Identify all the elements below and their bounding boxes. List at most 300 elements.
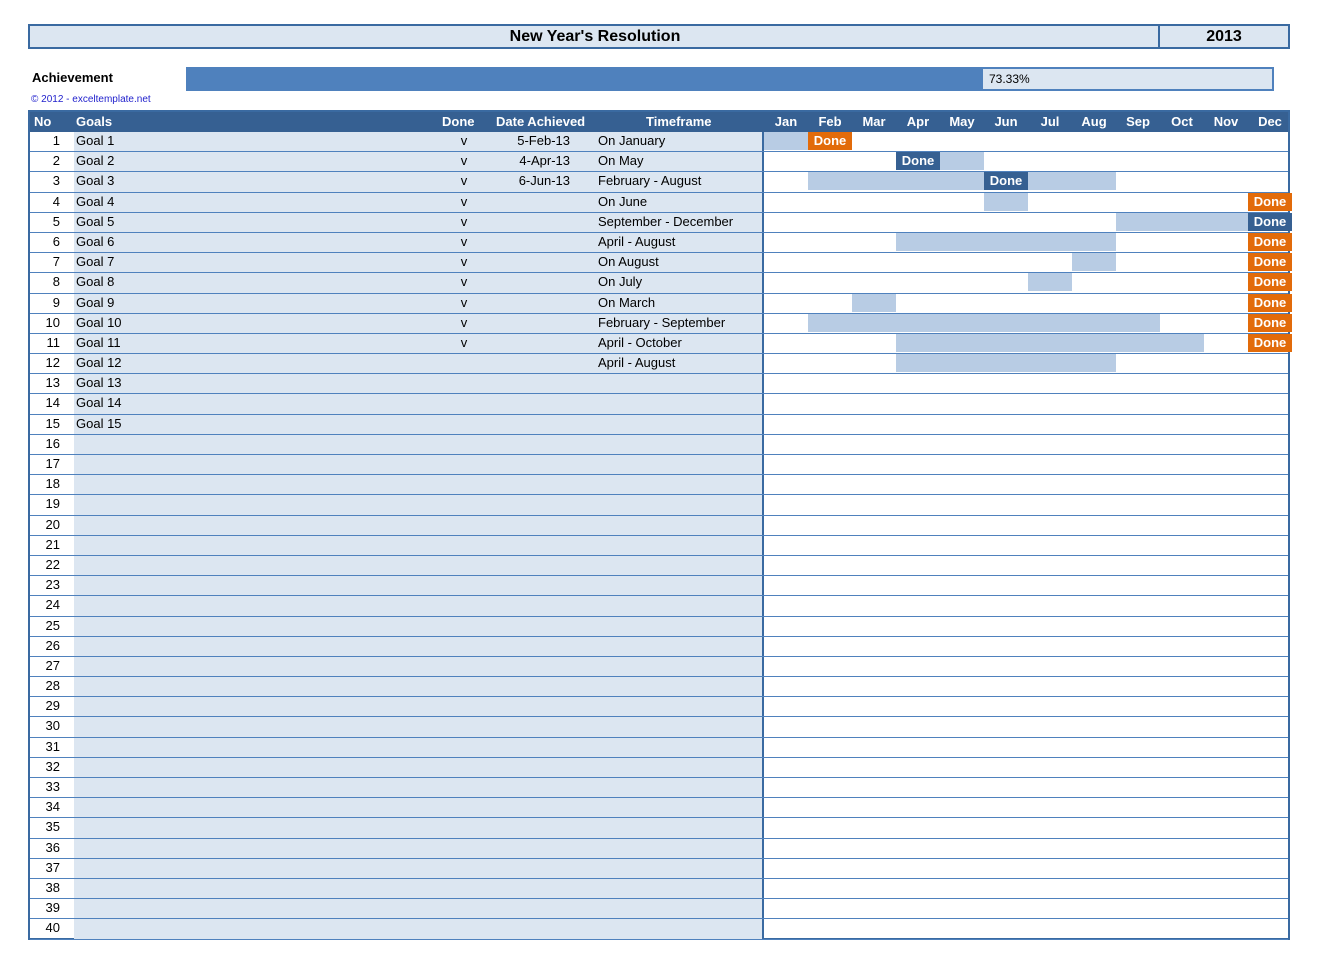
row-number: 40: [45, 920, 60, 936]
done-cell[interactable]: [450, 617, 478, 635]
row-background: [74, 294, 764, 313]
table-row: [30, 596, 1288, 616]
row-background: [74, 415, 764, 434]
achievement-label: Achievement: [32, 70, 113, 85]
timeframe-span-cell: [1072, 233, 1116, 251]
table-row: [30, 193, 1288, 213]
row-background: [74, 899, 764, 918]
header-no: No: [34, 114, 52, 129]
goal-cell[interactable]: Goal 5: [76, 213, 115, 229]
done-cell[interactable]: [450, 516, 478, 534]
column-divider: [762, 516, 764, 535]
row-number: 5: [52, 213, 60, 229]
table-row: [30, 273, 1288, 293]
done-cell[interactable]: [450, 818, 478, 836]
row-background: [74, 193, 764, 212]
column-divider: [762, 596, 764, 615]
row-number: 34: [45, 799, 60, 815]
table-row: [30, 132, 1288, 152]
goal-cell[interactable]: Goal 12: [76, 355, 122, 371]
row-background: [74, 576, 764, 595]
column-divider: [762, 495, 764, 514]
goal-cell[interactable]: Goal 6: [76, 233, 115, 249]
row-background: [74, 697, 764, 716]
row-number: 23: [45, 577, 60, 593]
column-divider: [762, 152, 764, 171]
row-background: [74, 919, 764, 938]
row-background: [74, 495, 764, 514]
row-background: [74, 556, 764, 575]
row-background: [74, 657, 764, 676]
timeframe-span-cell: [1072, 334, 1116, 352]
done-cell[interactable]: [450, 455, 478, 473]
date-achieved-cell[interactable]: [500, 677, 570, 695]
timeframe-span-cell: [1028, 233, 1072, 251]
goal-cell[interactable]: Goal 13: [76, 375, 122, 391]
column-divider: [762, 919, 764, 938]
date-achieved-cell[interactable]: [500, 919, 570, 937]
done-cell[interactable]: [450, 394, 478, 412]
row-number: 37: [45, 859, 60, 875]
timeframe-span-cell: [896, 354, 940, 372]
timeframe-span-cell: [1204, 213, 1248, 231]
row-number: 6: [52, 233, 60, 249]
column-divider: [762, 475, 764, 494]
table-row: [30, 253, 1288, 273]
table-row: [30, 778, 1288, 798]
row-background: [74, 818, 764, 837]
date-achieved-cell[interactable]: 6-Jun-13: [518, 173, 570, 189]
done-cell[interactable]: [450, 919, 478, 937]
header-timeframe: Timeframe: [646, 114, 712, 129]
header-month-jun: Jun: [994, 114, 1018, 129]
timeframe-span-cell: [1028, 314, 1072, 332]
row-background: [74, 536, 764, 555]
column-divider: [762, 677, 764, 696]
done-cell[interactable]: [450, 637, 478, 655]
goal-cell[interactable]: Goal 1: [76, 133, 115, 148]
header-done: Done: [442, 114, 475, 129]
column-divider: [762, 233, 764, 252]
done-marker: Done: [1248, 213, 1292, 231]
column-divider: [762, 314, 764, 333]
header-month-nov: Nov: [1213, 114, 1239, 129]
timeframe-span-cell: [1160, 334, 1204, 352]
timeframe-span-cell: [940, 233, 984, 251]
table-row: [30, 657, 1288, 677]
date-achieved-cell[interactable]: [500, 778, 570, 796]
date-achieved-cell[interactable]: [500, 818, 570, 836]
row-number: 15: [45, 415, 60, 431]
table-row: [30, 637, 1288, 657]
row-number: 27: [45, 657, 60, 673]
header-month-mar: Mar: [862, 114, 886, 129]
done-cell[interactable]: v: [460, 133, 468, 148]
goals-grid: [28, 110, 1290, 940]
done-cell[interactable]: v: [460, 334, 468, 350]
timeframe-span-cell: [1028, 354, 1072, 372]
row-background: [74, 859, 764, 878]
row-number: 17: [45, 456, 60, 471]
row-number: 14: [45, 395, 60, 411]
done-cell[interactable]: [450, 374, 478, 392]
timeframe-span-cell: [1072, 314, 1116, 332]
done-cell[interactable]: [450, 839, 478, 857]
date-achieved-cell[interactable]: [500, 374, 570, 392]
column-divider: [762, 879, 764, 898]
column-divider: [762, 859, 764, 878]
timeframe-span-cell: [896, 314, 940, 332]
date-achieved-cell[interactable]: [500, 314, 570, 332]
timeframe-span-cell: [896, 172, 940, 190]
date-achieved-cell[interactable]: [500, 758, 570, 776]
header-month-aug: Aug: [1081, 114, 1107, 129]
timeframe-span-cell: [984, 193, 1028, 211]
row-background: [74, 798, 764, 817]
done-cell[interactable]: v: [460, 314, 468, 330]
done-cell[interactable]: [450, 435, 478, 453]
row-background: [74, 738, 764, 757]
timeframe-span-cell: [808, 314, 852, 332]
date-achieved-cell[interactable]: [500, 435, 570, 453]
timeframe-span-cell: [1028, 334, 1072, 352]
timeframe-span-cell: [808, 172, 852, 190]
header-goals: Goals: [76, 114, 113, 129]
done-cell[interactable]: [450, 415, 478, 433]
column-divider: [762, 839, 764, 858]
timeframe-span-cell: [1028, 172, 1072, 190]
table-row: [30, 516, 1288, 536]
row-background: [74, 677, 764, 696]
done-cell[interactable]: [450, 495, 478, 513]
goal-cell[interactable]: Goal 7: [76, 254, 115, 270]
date-achieved-cell[interactable]: [500, 859, 570, 877]
done-marker: Done: [984, 172, 1028, 190]
done-cell[interactable]: [450, 596, 478, 614]
header-month-oct: Oct: [1171, 114, 1193, 129]
date-achieved-cell[interactable]: [500, 717, 570, 735]
done-cell[interactable]: [450, 738, 478, 756]
timeframe-span-cell: [1116, 334, 1160, 352]
row-background: [74, 637, 764, 656]
timeframe-cell[interactable]: On June: [598, 193, 648, 209]
row-number: 31: [45, 738, 60, 754]
column-divider: [762, 617, 764, 636]
done-cell[interactable]: [450, 778, 478, 796]
timeframe-span-cell: [852, 172, 896, 190]
table-row: [30, 415, 1288, 435]
column-divider: [762, 717, 764, 736]
table-row: [30, 617, 1288, 637]
date-achieved-cell[interactable]: [500, 596, 570, 614]
date-achieved-cell[interactable]: [500, 879, 570, 897]
row-number: 10: [45, 314, 60, 330]
date-achieved-cell[interactable]: [500, 415, 570, 433]
copyright-link[interactable]: © 2012 - exceltemplate.net: [31, 94, 151, 105]
row-number: 20: [45, 516, 60, 532]
header-month-may: May: [949, 114, 975, 129]
grid-header: [30, 112, 1288, 132]
row-number: 35: [45, 819, 60, 835]
timeframe-cell[interactable]: On January: [598, 133, 666, 148]
done-cell[interactable]: [450, 354, 478, 372]
timeframe-cell[interactable]: On March: [598, 294, 656, 310]
row-number: 19: [45, 496, 60, 512]
column-divider: [762, 899, 764, 918]
table-row: [30, 495, 1288, 515]
column-divider: [762, 778, 764, 797]
row-number: 2: [52, 153, 60, 169]
date-achieved-cell[interactable]: [500, 839, 570, 857]
timeframe-span-cell: [1072, 253, 1116, 271]
timeframe-cell[interactable]: April - August: [598, 355, 676, 371]
timeframe-cell[interactable]: On May: [598, 153, 644, 169]
column-divider: [762, 536, 764, 555]
date-achieved-cell[interactable]: [500, 213, 570, 231]
date-achieved-cell[interactable]: [500, 233, 570, 251]
column-divider: [762, 172, 764, 191]
date-achieved-cell[interactable]: [500, 657, 570, 675]
table-row: [30, 556, 1288, 576]
row-number: 21: [45, 536, 60, 552]
timeframe-span-cell: [1116, 314, 1160, 332]
table-row: [30, 172, 1288, 192]
goal-cell[interactable]: Goal 9: [76, 294, 115, 310]
row-background: [74, 394, 764, 413]
date-achieved-cell[interactable]: 4-Apr-13: [519, 153, 570, 169]
table-row: [30, 738, 1288, 758]
done-cell[interactable]: [450, 576, 478, 594]
table-row: [30, 798, 1288, 818]
done-cell[interactable]: v: [460, 233, 468, 249]
timeframe-cell[interactable]: April - August: [598, 233, 676, 249]
date-achieved-cell[interactable]: [500, 516, 570, 534]
goal-cell[interactable]: Goal 10: [76, 314, 122, 330]
table-row: [30, 576, 1288, 596]
date-achieved-cell[interactable]: [500, 899, 570, 917]
column-divider: [762, 697, 764, 716]
achievement-bar-fill: [188, 69, 983, 89]
goal-cell[interactable]: Goal 3: [76, 173, 115, 189]
goal-cell[interactable]: Goal 11: [76, 334, 121, 350]
table-row: [30, 334, 1288, 354]
timeframe-span-cell: [940, 172, 984, 190]
table-row: [30, 839, 1288, 859]
goal-cell[interactable]: Goal 15: [76, 415, 122, 431]
timeframe-span-cell: [940, 152, 984, 170]
timeframe-span-cell: [940, 334, 984, 352]
goal-cell[interactable]: Goal 2: [76, 153, 115, 169]
done-marker: Done: [896, 152, 940, 170]
date-achieved-cell[interactable]: [500, 394, 570, 412]
done-cell[interactable]: v: [460, 173, 468, 189]
date-achieved-cell[interactable]: [500, 738, 570, 756]
row-number: 36: [45, 839, 60, 855]
column-divider: [762, 253, 764, 272]
column-divider: [762, 758, 764, 777]
header-month-feb: Feb: [818, 114, 842, 129]
done-marker: Done: [1248, 314, 1292, 332]
done-cell[interactable]: [450, 677, 478, 695]
table-row: [30, 213, 1288, 233]
table-row: [30, 677, 1288, 697]
timeframe-cell[interactable]: April - October: [598, 334, 682, 350]
timeframe-span-cell: [1072, 172, 1116, 190]
column-divider: [762, 213, 764, 232]
done-marker: Done: [1248, 273, 1292, 291]
timeframe-cell[interactable]: February - August: [598, 173, 702, 189]
row-number: 1: [52, 133, 60, 148]
table-row: [30, 879, 1288, 899]
column-divider: [762, 334, 764, 353]
goal-cell[interactable]: Goal 14: [76, 395, 122, 411]
timeframe-span-cell: [984, 314, 1028, 332]
done-cell[interactable]: [450, 657, 478, 675]
date-achieved-cell[interactable]: [500, 637, 570, 655]
row-background: [74, 879, 764, 898]
date-achieved-cell[interactable]: [500, 273, 570, 291]
row-background: [74, 253, 764, 272]
header-date-achieved: Date Achieved: [496, 114, 586, 129]
column-divider: [762, 738, 764, 757]
table-row: [30, 717, 1288, 737]
table-row: [30, 475, 1288, 495]
row-background: [74, 839, 764, 858]
done-marker: Done: [1248, 233, 1292, 251]
timeframe-span-cell: [940, 314, 984, 332]
row-number: 16: [45, 435, 60, 451]
done-cell[interactable]: [450, 879, 478, 897]
done-cell[interactable]: v: [460, 153, 468, 169]
date-achieved-cell[interactable]: [500, 455, 570, 473]
done-cell[interactable]: [450, 798, 478, 816]
year-cell[interactable]: 2013: [1158, 26, 1288, 47]
achievement-percent: 73.33%: [989, 72, 1030, 86]
timeframe-span-cell: [1028, 273, 1072, 291]
date-achieved-cell[interactable]: [500, 617, 570, 635]
column-divider: [762, 354, 764, 373]
column-divider: [762, 637, 764, 656]
row-number: 12: [45, 355, 60, 371]
row-number: 38: [45, 879, 60, 895]
table-row: [30, 354, 1288, 374]
header-month-jan: Jan: [774, 114, 798, 129]
row-number: 28: [45, 678, 60, 694]
timeframe-span-cell: [984, 334, 1028, 352]
date-achieved-cell[interactable]: [500, 798, 570, 816]
row-number: 8: [52, 274, 60, 290]
row-background: [74, 273, 764, 292]
header-month-sep: Sep: [1126, 114, 1150, 129]
row-number: 25: [45, 617, 60, 633]
date-achieved-cell[interactable]: [500, 294, 570, 312]
done-cell[interactable]: v: [460, 294, 468, 310]
row-number: 30: [45, 718, 60, 734]
timeframe-span-cell: [896, 233, 940, 251]
done-cell[interactable]: [450, 475, 478, 493]
column-divider: [762, 193, 764, 212]
row-background: [74, 152, 764, 171]
date-achieved-cell[interactable]: [500, 556, 570, 574]
done-cell[interactable]: [450, 859, 478, 877]
table-row: [30, 294, 1288, 314]
row-number: 9: [52, 294, 60, 310]
row-number: 33: [45, 779, 60, 794]
table-row: [30, 394, 1288, 414]
date-achieved-cell[interactable]: [500, 354, 570, 372]
date-achieved-cell[interactable]: [500, 576, 570, 594]
timeframe-cell[interactable]: September - December: [598, 213, 734, 229]
table-row: [30, 818, 1288, 838]
done-cell[interactable]: [450, 717, 478, 735]
row-background: [74, 475, 764, 494]
done-cell[interactable]: v: [460, 213, 468, 229]
table-row: [30, 455, 1288, 475]
date-achieved-cell[interactable]: [500, 253, 570, 271]
done-marker: Done: [808, 132, 852, 150]
header-month-dec: Dec: [1258, 114, 1282, 129]
row-number: 3: [52, 173, 60, 189]
table-row: [30, 314, 1288, 334]
done-cell[interactable]: v: [460, 193, 468, 209]
table-row: [30, 152, 1288, 172]
timeframe-span-cell: [896, 334, 940, 352]
timeframe-span-cell: [984, 233, 1028, 251]
row-background: [74, 435, 764, 454]
column-divider: [762, 455, 764, 474]
table-row: [30, 697, 1288, 717]
timeframe-span-cell: [852, 314, 896, 332]
timeframe-span-cell: [764, 132, 808, 150]
done-cell[interactable]: [450, 899, 478, 917]
timeframe-cell[interactable]: On July: [598, 274, 643, 290]
row-number: 39: [45, 900, 60, 916]
done-cell[interactable]: [450, 758, 478, 776]
row-number: 24: [45, 597, 60, 613]
row-background: [74, 374, 764, 393]
date-achieved-cell[interactable]: [500, 334, 570, 352]
date-achieved-cell[interactable]: [500, 193, 570, 211]
row-background: [74, 758, 764, 777]
goal-cell[interactable]: Goal 4: [76, 193, 115, 209]
done-cell[interactable]: v: [460, 254, 468, 270]
done-cell[interactable]: [450, 697, 478, 715]
achievement-bar: [186, 67, 1274, 91]
goals-rows: [30, 132, 1288, 940]
goal-cell[interactable]: Goal 8: [76, 274, 115, 290]
timeframe-span-cell: [1160, 213, 1204, 231]
done-cell[interactable]: [450, 536, 478, 554]
done-cell[interactable]: [450, 556, 478, 574]
row-background: [74, 778, 764, 797]
table-row: [30, 899, 1288, 919]
table-row: [30, 374, 1288, 394]
date-achieved-cell[interactable]: [500, 495, 570, 513]
done-marker: Done: [1248, 193, 1292, 211]
date-achieved-cell[interactable]: [500, 697, 570, 715]
timeframe-span-cell: [984, 354, 1028, 372]
date-achieved-cell[interactable]: [500, 536, 570, 554]
timeframe-cell[interactable]: On August: [598, 254, 659, 270]
timeframe-span-cell: [1072, 354, 1116, 372]
date-achieved-cell[interactable]: 5-Feb-13: [517, 133, 570, 148]
title-bar: [28, 24, 1290, 49]
done-cell[interactable]: v: [460, 274, 468, 290]
date-achieved-cell[interactable]: [500, 475, 570, 493]
table-row: [30, 536, 1288, 556]
table-row: [30, 758, 1288, 778]
timeframe-cell[interactable]: February - September: [598, 314, 726, 330]
